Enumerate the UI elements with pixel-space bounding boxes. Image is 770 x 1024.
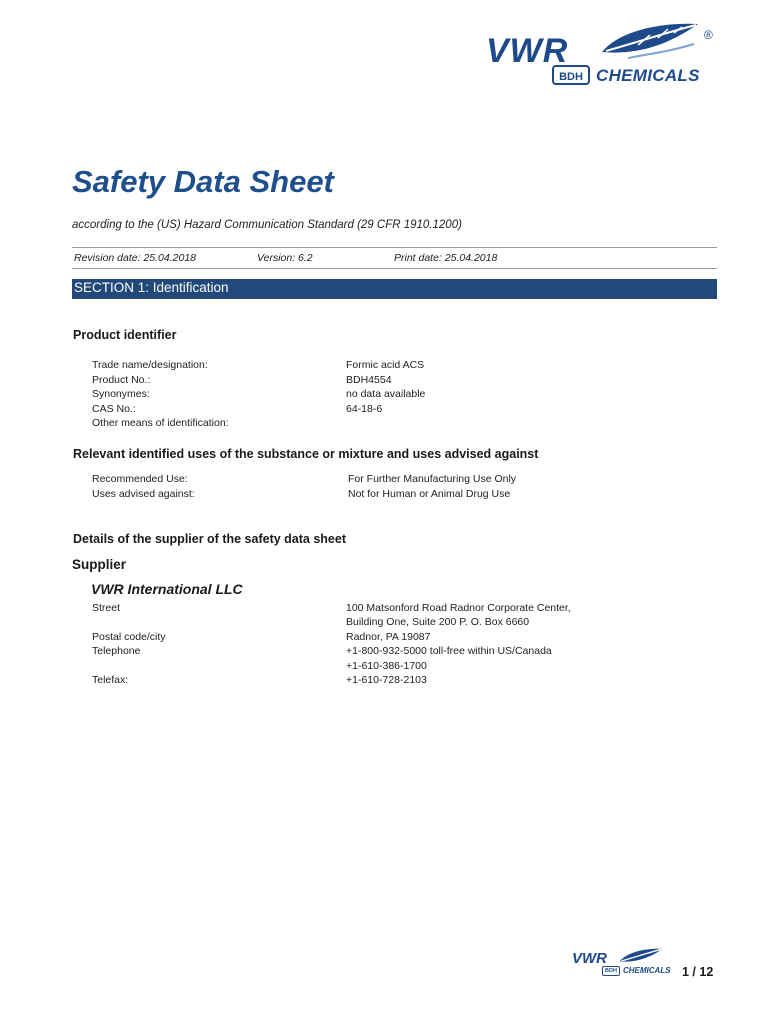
revision-date: Revision date: 25.04.2018 (74, 252, 197, 264)
cas-no-label: CAS No.: (92, 403, 136, 415)
document-title: Safety Data Sheet (72, 164, 334, 199)
divider-bottom (72, 268, 717, 269)
street-line-2: Building One, Suite 200 P. O. Box 6660 (346, 616, 530, 628)
synonymes-value: no data available (346, 388, 426, 400)
footer-logo (572, 946, 672, 978)
uses-advised-against-value: Not for Human or Animal Drug Use (348, 488, 511, 500)
section-1-header (72, 279, 717, 299)
other-means-label: Other means of identification: (92, 417, 229, 429)
street-label: Street (92, 602, 121, 614)
telefax-label: Telefax: (92, 674, 129, 686)
company-name: VWR International LLC (91, 581, 243, 597)
trade-name-value: Formic acid ACS (346, 359, 425, 371)
telephone-line-1: +1-800-932-5000 toll-free within US/Canada (346, 645, 552, 657)
version: Version: 6.2 (257, 252, 313, 264)
telephone-line-2: +1-610-386-1700 (346, 660, 427, 672)
logo-wordmark-chemicals: CHEMICALS (596, 66, 700, 85)
registered-mark: ® (704, 28, 713, 42)
postal-code-label: Postal code/city (92, 631, 166, 643)
vwr-bdh-logo (486, 18, 718, 92)
postal-code-value: Radnor, PA 19087 (346, 631, 431, 643)
leaf-logo-icon (598, 18, 706, 62)
supplier-details-heading: Details of the supplier of the safety data sheet (73, 532, 346, 546)
footer-bdh-badge: BDH (602, 966, 620, 976)
footer-leaf-icon (618, 946, 666, 966)
street-line-1: 100 Matsonford Road Radnor Corporate Center, (346, 602, 571, 614)
uses-advised-against-label: Uses advised against: (92, 488, 195, 500)
product-no-label: Product No.: (92, 374, 151, 386)
trade-name-label: Trade name/designation: (92, 359, 208, 371)
footer-logo-chemicals: CHEMICALS (623, 966, 671, 975)
document-subtitle: according to the (US) Hazard Communication Standard (29 CFR 1910.1200) (72, 219, 462, 231)
logo-bdh-badge: BDH (552, 65, 590, 85)
print-date: Print date: 25.04.2018 (394, 252, 498, 264)
synonymes-label: Synonymes: (92, 388, 150, 400)
footer-logo-vwr: VWR (572, 950, 607, 967)
telephone-label: Telephone (92, 645, 141, 657)
supplier-heading: Supplier (72, 557, 127, 572)
telefax-value: +1-610-728-2103 (346, 674, 427, 686)
uses-heading: Relevant identified uses of the substance or mixture and uses advised against (73, 447, 539, 461)
cas-no-value: 64-18-6 (346, 403, 383, 415)
recommended-use-value: For Further Manufacturing Use Only (348, 473, 517, 485)
product-no-value: BDH4554 (346, 374, 392, 386)
page-number: 1 / 12 (682, 965, 714, 979)
product-identifier-heading: Product identifier (73, 328, 177, 342)
section-1-title: SECTION 1: Identification (74, 280, 229, 295)
divider-top (72, 247, 717, 248)
recommended-use-label: Recommended Use: (92, 473, 188, 485)
logo-wordmark-vwr: VWR (486, 32, 569, 70)
